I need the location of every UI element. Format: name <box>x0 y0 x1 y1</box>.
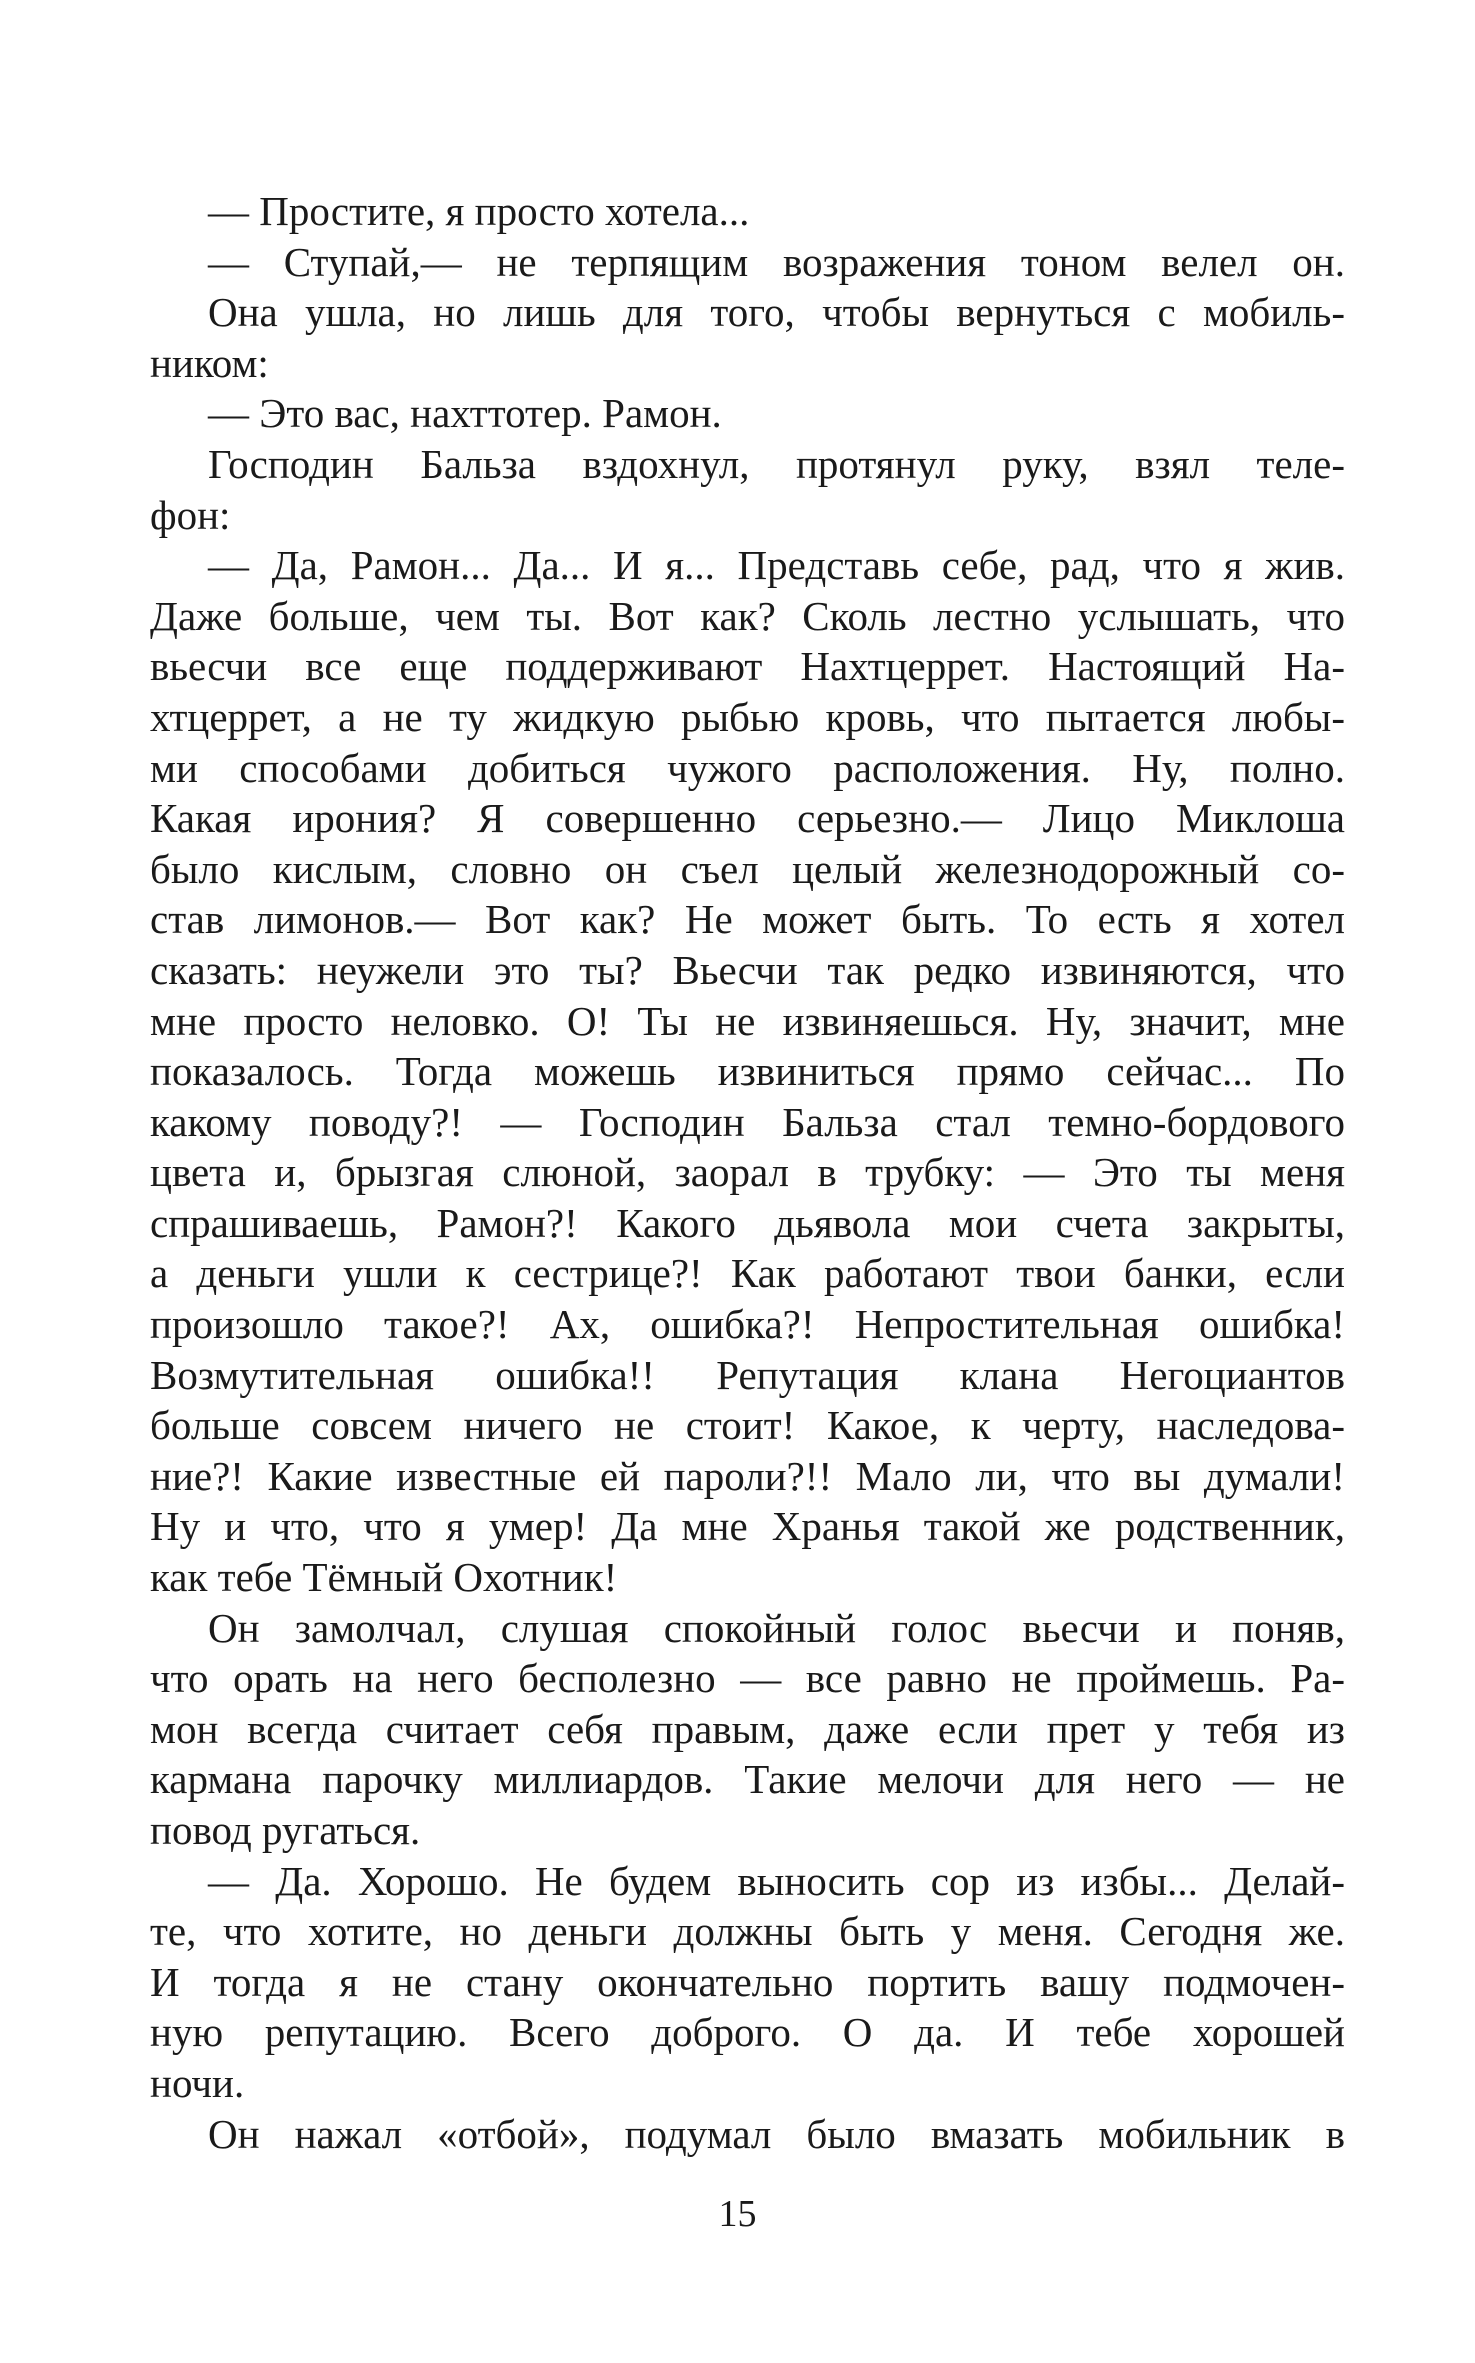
text-line: ние?! Какие известные ей пароли?!! Мало ли, что вы думали! <box>150 1452 1345 1499</box>
text-line: ми способами добиться чужого расположения. Ну, полно. <box>150 744 1345 791</box>
text-line: фон: <box>150 491 231 538</box>
text-line: — Простите, я просто хотела... <box>208 188 750 234</box>
text-line: — Это вас, нахттотер. Рамон. <box>208 390 722 437</box>
text-line: Возмутительная ошибка!! Репутация клана Негоциантов <box>150 1351 1345 1398</box>
text-line: — Ступай,— не терпящим возражения тоном велел он. <box>208 238 1345 285</box>
text-line: — Да, Рамон... Да... И я... Представь себе, рад, что я жив. <box>208 542 1345 589</box>
text-line: сказать: неужели это ты? Вьесчи так редко извиняются, что <box>150 946 1345 993</box>
text-line: ночи. <box>150 2059 245 2106</box>
text-line: кармана парочку миллиардов. Такие мелочи для него — не <box>150 1756 1345 1803</box>
text-line: какому поводу?! — Господин Бальза стал темно-бордового <box>150 1098 1345 1145</box>
text-line: что орать на него бесполезно — все равно не проймешь. Ра- <box>150 1655 1345 1702</box>
text-line: ную репутацию. Всего доброго. О да. И тебе хорошей <box>150 2009 1345 2056</box>
text-line: мон всегда считает себя правым, даже если прет у тебя из <box>150 1705 1345 1752</box>
page-number: 15 <box>718 2193 757 2235</box>
text-line: Ну и что, что я умер! Да мне Хранья такой же родственник, <box>150 1503 1345 1550</box>
text-line: те, что хотите, но деньги должны быть у меня. Сегодня же. <box>150 1908 1345 1955</box>
text-line: — Да. Хорошо. Не будем выносить сор из избы... Делай- <box>208 1857 1345 1904</box>
text-line: став лимонов.— Вот как? Не может быть. То есть я хотел <box>150 896 1345 943</box>
text-line: ником: <box>150 339 269 386</box>
text-line: повод ругаться. <box>150 1807 421 1853</box>
text-line: цвета и, брызгая слюной, заорал в трубку: — Это ты меня <box>150 1149 1345 1196</box>
text-line: показалось. Тогда можешь извиниться прямо сейчас... По <box>150 1048 1345 1095</box>
text-line: хтцеррет, а не ту жидкую рыбью кровь, что пытается любы- <box>150 693 1345 740</box>
text-line: мне просто неловко. О! Ты не извиняешься. Ну, значит, мне <box>150 997 1345 1044</box>
text-line: больше совсем ничего не стоит! Какое, к черту, наследова- <box>150 1402 1345 1449</box>
text-line: Он нажал «отбой», подумал было вмазать мобильник в <box>208 2110 1345 2157</box>
text-line: Даже больше, чем ты. Вот как? Сколь лестно услышать, что <box>150 592 1345 639</box>
text-line: Он замолчал, слушая спокойный голос вьесчи и поняв, <box>208 1604 1345 1651</box>
text-line: И тогда я не стану окончательно портить вашу подмочен- <box>150 1958 1345 2005</box>
text-line: Какая ирония? Я совершенно серьезно.— Лицо Миклоша <box>150 795 1345 842</box>
text-line: было кислым, словно он съел целый железнодорожный со- <box>150 845 1345 892</box>
text-line: произошло такое?! Ах, ошибка?! Непростительная ошибка! <box>150 1301 1345 1348</box>
text-line: Она ушла, но лишь для того, чтобы вернуться с мобиль- <box>208 289 1345 336</box>
text-line: а деньги ушли к сестрице?! Как работают твои банки, если <box>150 1250 1345 1297</box>
text-line: Господин Бальза вздохнул, протянул руку, взял теле- <box>208 440 1345 487</box>
body-text <box>150 186 1345 2159</box>
text-line: вьесчи все еще поддерживают Нахтцеррет. Настоящий На- <box>150 643 1345 690</box>
text-line: как тебе Тёмный Охотник! <box>150 1554 618 1601</box>
text-line: спрашиваешь, Рамон?! Какого дьявола мои счета закрыты, <box>150 1199 1345 1246</box>
